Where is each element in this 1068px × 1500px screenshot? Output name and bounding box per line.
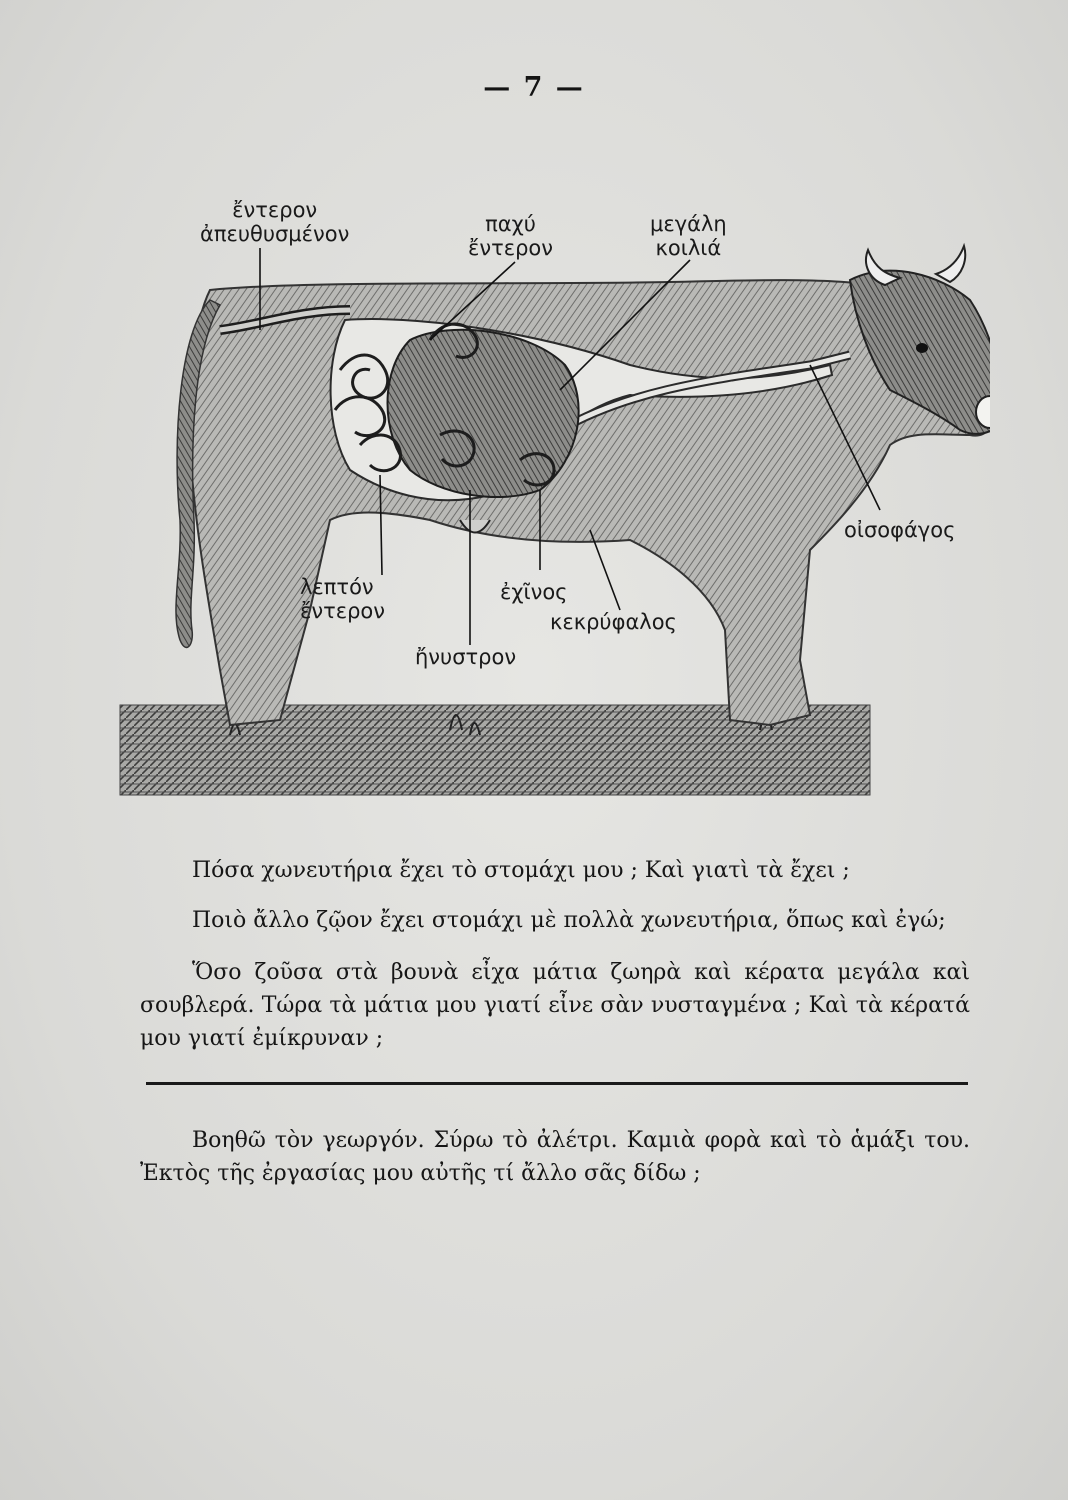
question-3: Ὅσο ζοῦσα στὰ βουνὰ εἶχα μάτια ζωηρὰ καὶ κέρατα μεγάλα καὶ σουβλερά. Τώρα τὰ μάτια μου γιατί εἶνε σὰν νυσταγμένα ; Καὶ τὰ κέρατά μου γιατί ἐμίκρυναν ; <box>140 960 970 1051</box>
question-1: Πόσα χωνευτήρια ἔχει τὸ στομάχι μου ; Καὶ γιατὶ τὰ ἔχει ; <box>192 858 850 883</box>
label-pachy-enteron: παχύ ἔντερον <box>468 212 553 260</box>
divider-rule <box>146 1082 968 1085</box>
label-megali-koilia: μεγάλη κοιλιά <box>650 212 727 260</box>
page-number: — 7 — <box>483 72 585 103</box>
label-enteron-apeuthysmenon: ἔντερον ἀπευθυσμένον <box>200 198 350 246</box>
label-lepto-enteron: λεπτόν ἔντερον <box>300 575 385 623</box>
label-oisofagos: οἰσοφάγος <box>844 518 956 542</box>
label-kekryfalos: κεκρύφαλος <box>550 610 677 634</box>
label-echinos: ἐχῖνος <box>500 580 568 604</box>
label-inystron: ἤνυστρον <box>415 645 517 669</box>
question-2: Ποιὸ ἄλλο ζῷον ἔχει στομάχι μὲ πολλὰ χωνευτήρια, ὅπως καὶ ἐγώ; <box>192 908 946 933</box>
question-4: Βοηθῶ τὸν γεωργόν. Σύρω τὸ ἀλέτρι. Καμιὰ φορὰ καὶ τὸ ἁμάξι του. Ἐκτὸς τῆς ἐργασίας μου αὐτῆς τί ἄλλο σᾶς δίδω ; <box>140 1128 970 1186</box>
cow-digestive-system-figure <box>110 190 990 810</box>
cow-illustration <box>110 190 990 810</box>
